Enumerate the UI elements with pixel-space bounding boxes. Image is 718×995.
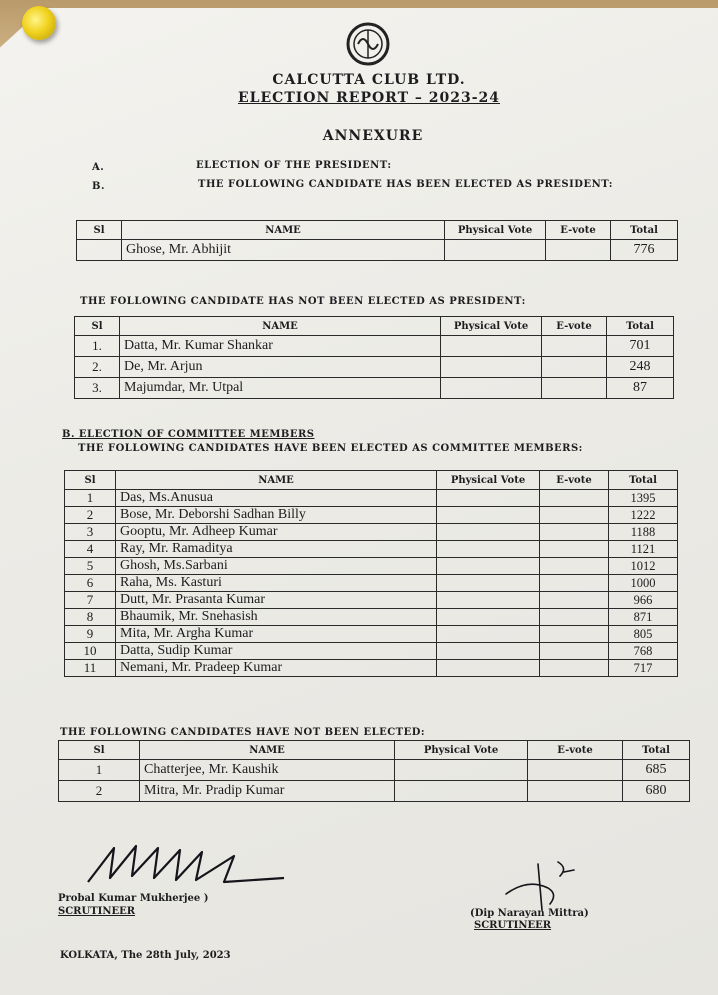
cell-total: 1188: [609, 524, 678, 541]
col-sl: Sl: [77, 221, 122, 240]
col-evote: E-vote: [540, 471, 609, 490]
cell-e-vote: [542, 336, 607, 357]
cell-e-vote: [540, 507, 609, 524]
cell-e-vote: [540, 609, 609, 626]
cell-name: Nemani, Mr. Pradeep Kumar: [116, 660, 437, 677]
cell-name: Mitra, Mr. Pradip Kumar: [140, 781, 395, 802]
cell-e-vote: [542, 378, 607, 399]
cell-name: Ray, Mr. Ramaditya: [116, 541, 437, 558]
cell-e-vote: [528, 781, 623, 802]
cell-sl: 2: [59, 781, 140, 802]
cell-e-vote: [540, 592, 609, 609]
cell-sl: 6: [65, 575, 116, 592]
col-name: NAME: [122, 221, 445, 240]
cell-total: 776: [611, 240, 678, 261]
table-row: [59, 760, 690, 781]
cell-physical-vote: [437, 507, 540, 524]
cell-total: 1222: [609, 507, 678, 524]
cell-physical-vote: [441, 336, 542, 357]
col-physical: Physical Vote: [445, 221, 546, 240]
table-row: [65, 490, 678, 507]
table-header-row: [65, 471, 678, 490]
cell-sl: 1: [65, 490, 116, 507]
committee-section-heading: B. ELECTION OF COMMITTEE MEMBERS: [62, 429, 315, 440]
table-row: [75, 357, 674, 378]
table-header-row: [75, 317, 674, 336]
cell-total: 871: [609, 609, 678, 626]
cell-total: 1395: [609, 490, 678, 507]
letter-b: B.: [92, 181, 105, 192]
table-row: [65, 541, 678, 558]
left-scrutineer-name: Probal Kumar Mukherjee ): [58, 893, 209, 904]
cell-name: Chatterjee, Mr. Kaushik: [140, 760, 395, 781]
col-physical: Physical Vote: [395, 741, 528, 760]
cell-name: De, Mr. Arjun: [120, 357, 441, 378]
cell-physical-vote: [395, 781, 528, 802]
table-header-row: [77, 221, 678, 240]
cell-sl: 8: [65, 609, 116, 626]
cell-total: 685: [623, 760, 690, 781]
cell-physical-vote: [395, 760, 528, 781]
cell-total: 805: [609, 626, 678, 643]
col-evote: E-vote: [546, 221, 611, 240]
cell-e-vote: [540, 490, 609, 507]
cell-total: 966: [609, 592, 678, 609]
cell-total: 680: [623, 781, 690, 802]
cell-name: Bhaumik, Mr. Snehasish: [116, 609, 437, 626]
cell-e-vote: [540, 541, 609, 558]
cell-physical-vote: [437, 558, 540, 575]
table-row: [77, 240, 678, 261]
cell-sl: 10: [65, 643, 116, 660]
cell-name: Mita, Mr. Argha Kumar: [116, 626, 437, 643]
cell-physical-vote: [437, 490, 540, 507]
table-row: [65, 609, 678, 626]
col-evote: E-vote: [528, 741, 623, 760]
cell-physical-vote: [437, 660, 540, 677]
cell-name: Datta, Mr. Kumar Shankar: [120, 336, 441, 357]
cell-sl: 1.: [75, 336, 120, 357]
col-total: Total: [611, 221, 678, 240]
cell-total: 717: [609, 660, 678, 677]
cell-sl: 5: [65, 558, 116, 575]
president-election-heading: ELECTION OF THE PRESIDENT:: [196, 160, 392, 171]
col-sl: Sl: [59, 741, 140, 760]
table-row: [75, 336, 674, 357]
cell-physical-vote: [441, 378, 542, 399]
cell-physical-vote: [437, 524, 540, 541]
cell-name: Gooptu, Mr. Adheep Kumar: [116, 524, 437, 541]
table-row: [75, 378, 674, 399]
col-physical: Physical Vote: [441, 317, 542, 336]
col-total: Total: [607, 317, 674, 336]
push-pin-icon: [22, 6, 56, 40]
org-title: CALCUTTA CLUB LTD.: [272, 72, 466, 88]
cell-sl: 9: [65, 626, 116, 643]
cell-physical-vote: [437, 626, 540, 643]
col-total: Total: [623, 741, 690, 760]
cell-e-vote: [540, 558, 609, 575]
table-row: [65, 507, 678, 524]
cell-physical-vote: [437, 592, 540, 609]
club-emblem-icon: [346, 22, 390, 66]
committee-elected-table: [64, 470, 678, 677]
cell-physical-vote: [437, 643, 540, 660]
col-evote: E-vote: [542, 317, 607, 336]
cell-name: Majumdar, Mr. Utpal: [120, 378, 441, 399]
cell-total: 248: [607, 357, 674, 378]
cell-e-vote: [540, 575, 609, 592]
table-row: [65, 660, 678, 677]
annexure-title: ANNEXURE: [322, 128, 424, 144]
cell-sl: [77, 240, 122, 261]
letter-a: A.: [92, 162, 105, 173]
report-title: ELECTION REPORT – 2023-24: [237, 90, 500, 106]
cell-total: 1012: [609, 558, 678, 575]
cell-physical-vote: [445, 240, 546, 261]
cell-total: 1000: [609, 575, 678, 592]
col-sl: Sl: [65, 471, 116, 490]
cell-sl: 7: [65, 592, 116, 609]
table-row: [65, 592, 678, 609]
president-elected-heading: THE FOLLOWING CANDIDATE HAS BEEN ELECTED AS PRESIDENT:: [198, 179, 613, 190]
cell-physical-vote: [437, 541, 540, 558]
cell-name: Bose, Mr. Deborshi Sadhan Billy: [116, 507, 437, 524]
cell-sl: 3.: [75, 378, 120, 399]
col-name: NAME: [116, 471, 437, 490]
cell-name: Datta, Sudip Kumar: [116, 643, 437, 660]
cell-name: Ghose, Mr. Abhijit: [122, 240, 445, 261]
cell-e-vote: [540, 660, 609, 677]
cell-total: 87: [607, 378, 674, 399]
committee-not-elected-heading: THE FOLLOWING CANDIDATES HAVE NOT BEEN ELECTED:: [60, 727, 426, 738]
cell-total: 768: [609, 643, 678, 660]
cell-e-vote: [528, 760, 623, 781]
table-row: [65, 643, 678, 660]
cell-e-vote: [540, 524, 609, 541]
col-name: NAME: [120, 317, 441, 336]
cell-physical-vote: [437, 609, 540, 626]
committee-elected-heading: THE FOLLOWING CANDIDATES HAVE BEEN ELECTED AS COMMITTEE MEMBERS:: [78, 443, 583, 454]
cell-sl: 4: [65, 541, 116, 558]
cell-name: Dutt, Mr. Prasanta Kumar: [116, 592, 437, 609]
right-signature: [498, 854, 588, 914]
cell-sl: 1: [59, 760, 140, 781]
cell-name: Ghosh, Ms.Sarbani: [116, 558, 437, 575]
table-row: [65, 626, 678, 643]
footer-place-date: KOLKATA, The 28th July, 2023: [60, 950, 231, 961]
cell-physical-vote: [437, 575, 540, 592]
right-scrutineer-role: SCRUTINEER: [474, 920, 552, 931]
cell-e-vote: [540, 626, 609, 643]
cell-sl: 11: [65, 660, 116, 677]
cell-physical-vote: [441, 357, 542, 378]
president-not-elected-heading: THE FOLLOWING CANDIDATE HAS NOT BEEN ELECTED AS PRESIDENT:: [80, 296, 526, 307]
left-signature: [84, 838, 304, 888]
cell-name: Das, Ms.Anusua: [116, 490, 437, 507]
cell-sl: 2: [65, 507, 116, 524]
president-elected-table: [76, 220, 678, 261]
committee-not-elected-table: [58, 740, 690, 802]
table-row: [65, 558, 678, 575]
table-row: [59, 781, 690, 802]
table-row: [65, 575, 678, 592]
table-row: [65, 524, 678, 541]
cell-e-vote: [542, 357, 607, 378]
cell-name: Raha, Ms. Kasturi: [116, 575, 437, 592]
left-scrutineer-role: SCRUTINEER: [58, 906, 136, 917]
col-sl: Sl: [75, 317, 120, 336]
cell-sl: 3: [65, 524, 116, 541]
cell-sl: 2.: [75, 357, 120, 378]
col-total: Total: [609, 471, 678, 490]
col-physical: Physical Vote: [437, 471, 540, 490]
cell-total: 701: [607, 336, 674, 357]
president-not-elected-table: [74, 316, 674, 399]
table-header-row: [59, 741, 690, 760]
col-name: NAME: [140, 741, 395, 760]
cell-e-vote: [546, 240, 611, 261]
cell-e-vote: [540, 643, 609, 660]
right-scrutineer-name: (Dip Narayan Mittra): [470, 908, 589, 919]
cell-total: 1121: [609, 541, 678, 558]
